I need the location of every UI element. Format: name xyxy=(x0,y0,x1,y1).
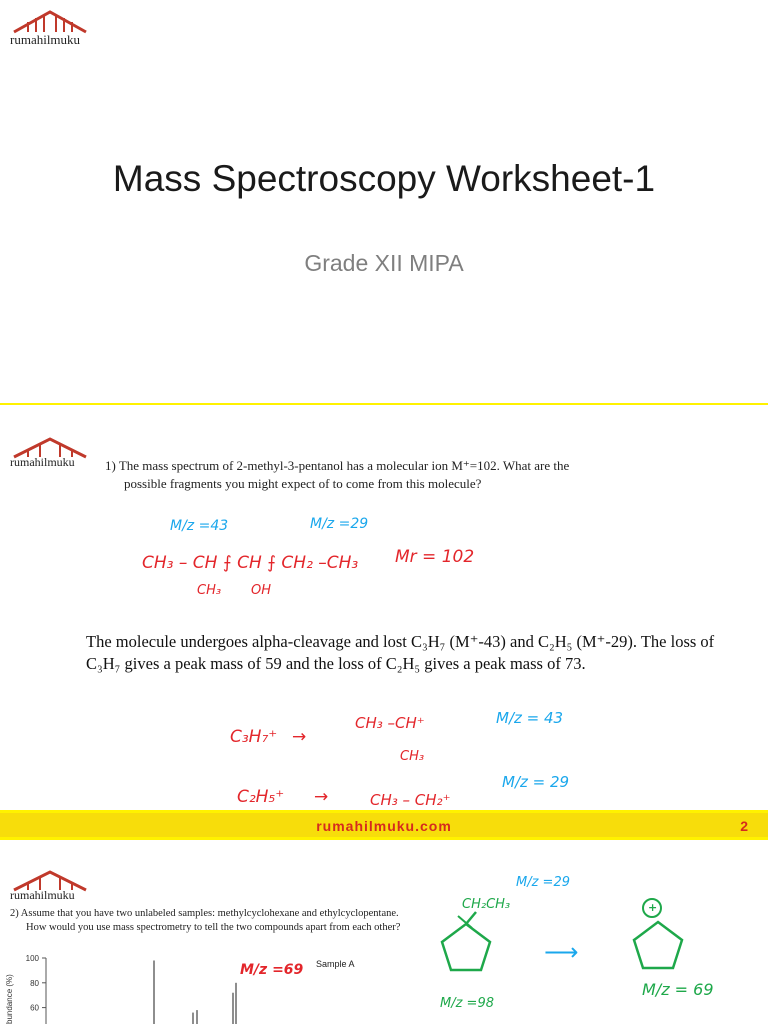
fragment-2-right: CH₃ – CH₂⁺ xyxy=(370,791,451,809)
logo xyxy=(10,8,90,46)
logo-roof-icon xyxy=(10,8,90,34)
question-2-slide xyxy=(0,840,768,1024)
cation-plus-icon: + xyxy=(648,901,658,914)
fragment-2-arrow: → xyxy=(314,787,329,807)
question-line-2: possible fragments you might expect of to come from this molecule? xyxy=(124,476,482,491)
annotation-mz43: M/z =43 xyxy=(170,518,229,534)
logo xyxy=(10,870,90,906)
question-line-2: How would you use mass spectrometry to tell the two compounds apart from each other? xyxy=(26,922,401,933)
explanation-text: The molecule undergoes alpha-cleavage and lost C₃H₇ (M⁺-43) and C₂H₅ (M⁺-29). The loss of C₃H₇ gives a peak mass of 59 and the loss of C₂H₅ gives a peak mass of 73. xyxy=(86,632,715,673)
annotation-mz69: M/z = 69 xyxy=(642,980,714,999)
annotation-mz29: M/z =29 xyxy=(310,516,369,532)
fragment-1-arrow: → xyxy=(292,727,307,747)
chart-title: Sample A xyxy=(316,959,355,969)
chart-y-tick-label: 80 xyxy=(30,978,39,988)
question-line-1: 1) The mass spectrum of 2-methyl-3-pentanol has a molecular ion M⁺=102. What are the xyxy=(105,458,570,473)
logo-text: rumahilmuku xyxy=(10,455,75,469)
question-line-1: 2) Assume that you have two unlabeled samples: methylcyclohexane and ethylcyclopentane. xyxy=(10,908,399,919)
logo-text: rumahilmuku xyxy=(10,32,81,47)
annotation-mz29: M/z =29 xyxy=(516,875,570,890)
annotation-ch2ch3: CH₂CH₃ xyxy=(462,897,511,912)
annotation-mr: Mr = 102 xyxy=(395,547,475,567)
chart-y-tick-label: 100 xyxy=(25,954,39,963)
fragment-1-right: CH₃ –CH⁺ xyxy=(355,714,425,732)
fragment-1-left: C₃H₇⁺ xyxy=(230,727,278,747)
annotation-mz98: M/z =98 xyxy=(440,996,494,1011)
annotation-mz69-chart: M/z =69 xyxy=(240,962,304,978)
page-number: 2 xyxy=(740,818,748,834)
page-subtitle: Grade XII MIPA xyxy=(304,250,464,276)
logo-text: rumahilmuku xyxy=(10,888,75,902)
footer-band xyxy=(0,810,768,840)
annotation-structure: CH₃ – CH ⨍ CH ⨍ CH₂ –CH₃ xyxy=(142,553,359,573)
reaction-arrow-icon: ⟶ xyxy=(544,938,579,966)
question-1-slide xyxy=(0,405,768,840)
title-slide xyxy=(0,0,768,405)
footer-site: rumahilmuku.com xyxy=(316,818,452,834)
fragment-2-left: C₂H₅⁺ xyxy=(237,787,285,807)
fragment-1-mz: M/z = 43 xyxy=(496,709,564,727)
annotation-branch-oh: OH xyxy=(251,583,272,598)
fragment-1-branch: CH₃ xyxy=(400,749,425,764)
chart-y-label: bundance (%) xyxy=(5,974,14,1024)
annotation-branch-ch3: CH₃ xyxy=(197,583,222,598)
chart-y-tick-label: 60 xyxy=(30,1003,39,1013)
fragment-2-mz: M/z = 29 xyxy=(502,773,570,791)
page-title: Mass Spectroscopy Worksheet-1 xyxy=(112,158,656,199)
cyclopentane-ethyl-icon xyxy=(436,918,496,978)
logo xyxy=(10,437,90,473)
cyclopentyl-cation-icon xyxy=(628,914,688,974)
